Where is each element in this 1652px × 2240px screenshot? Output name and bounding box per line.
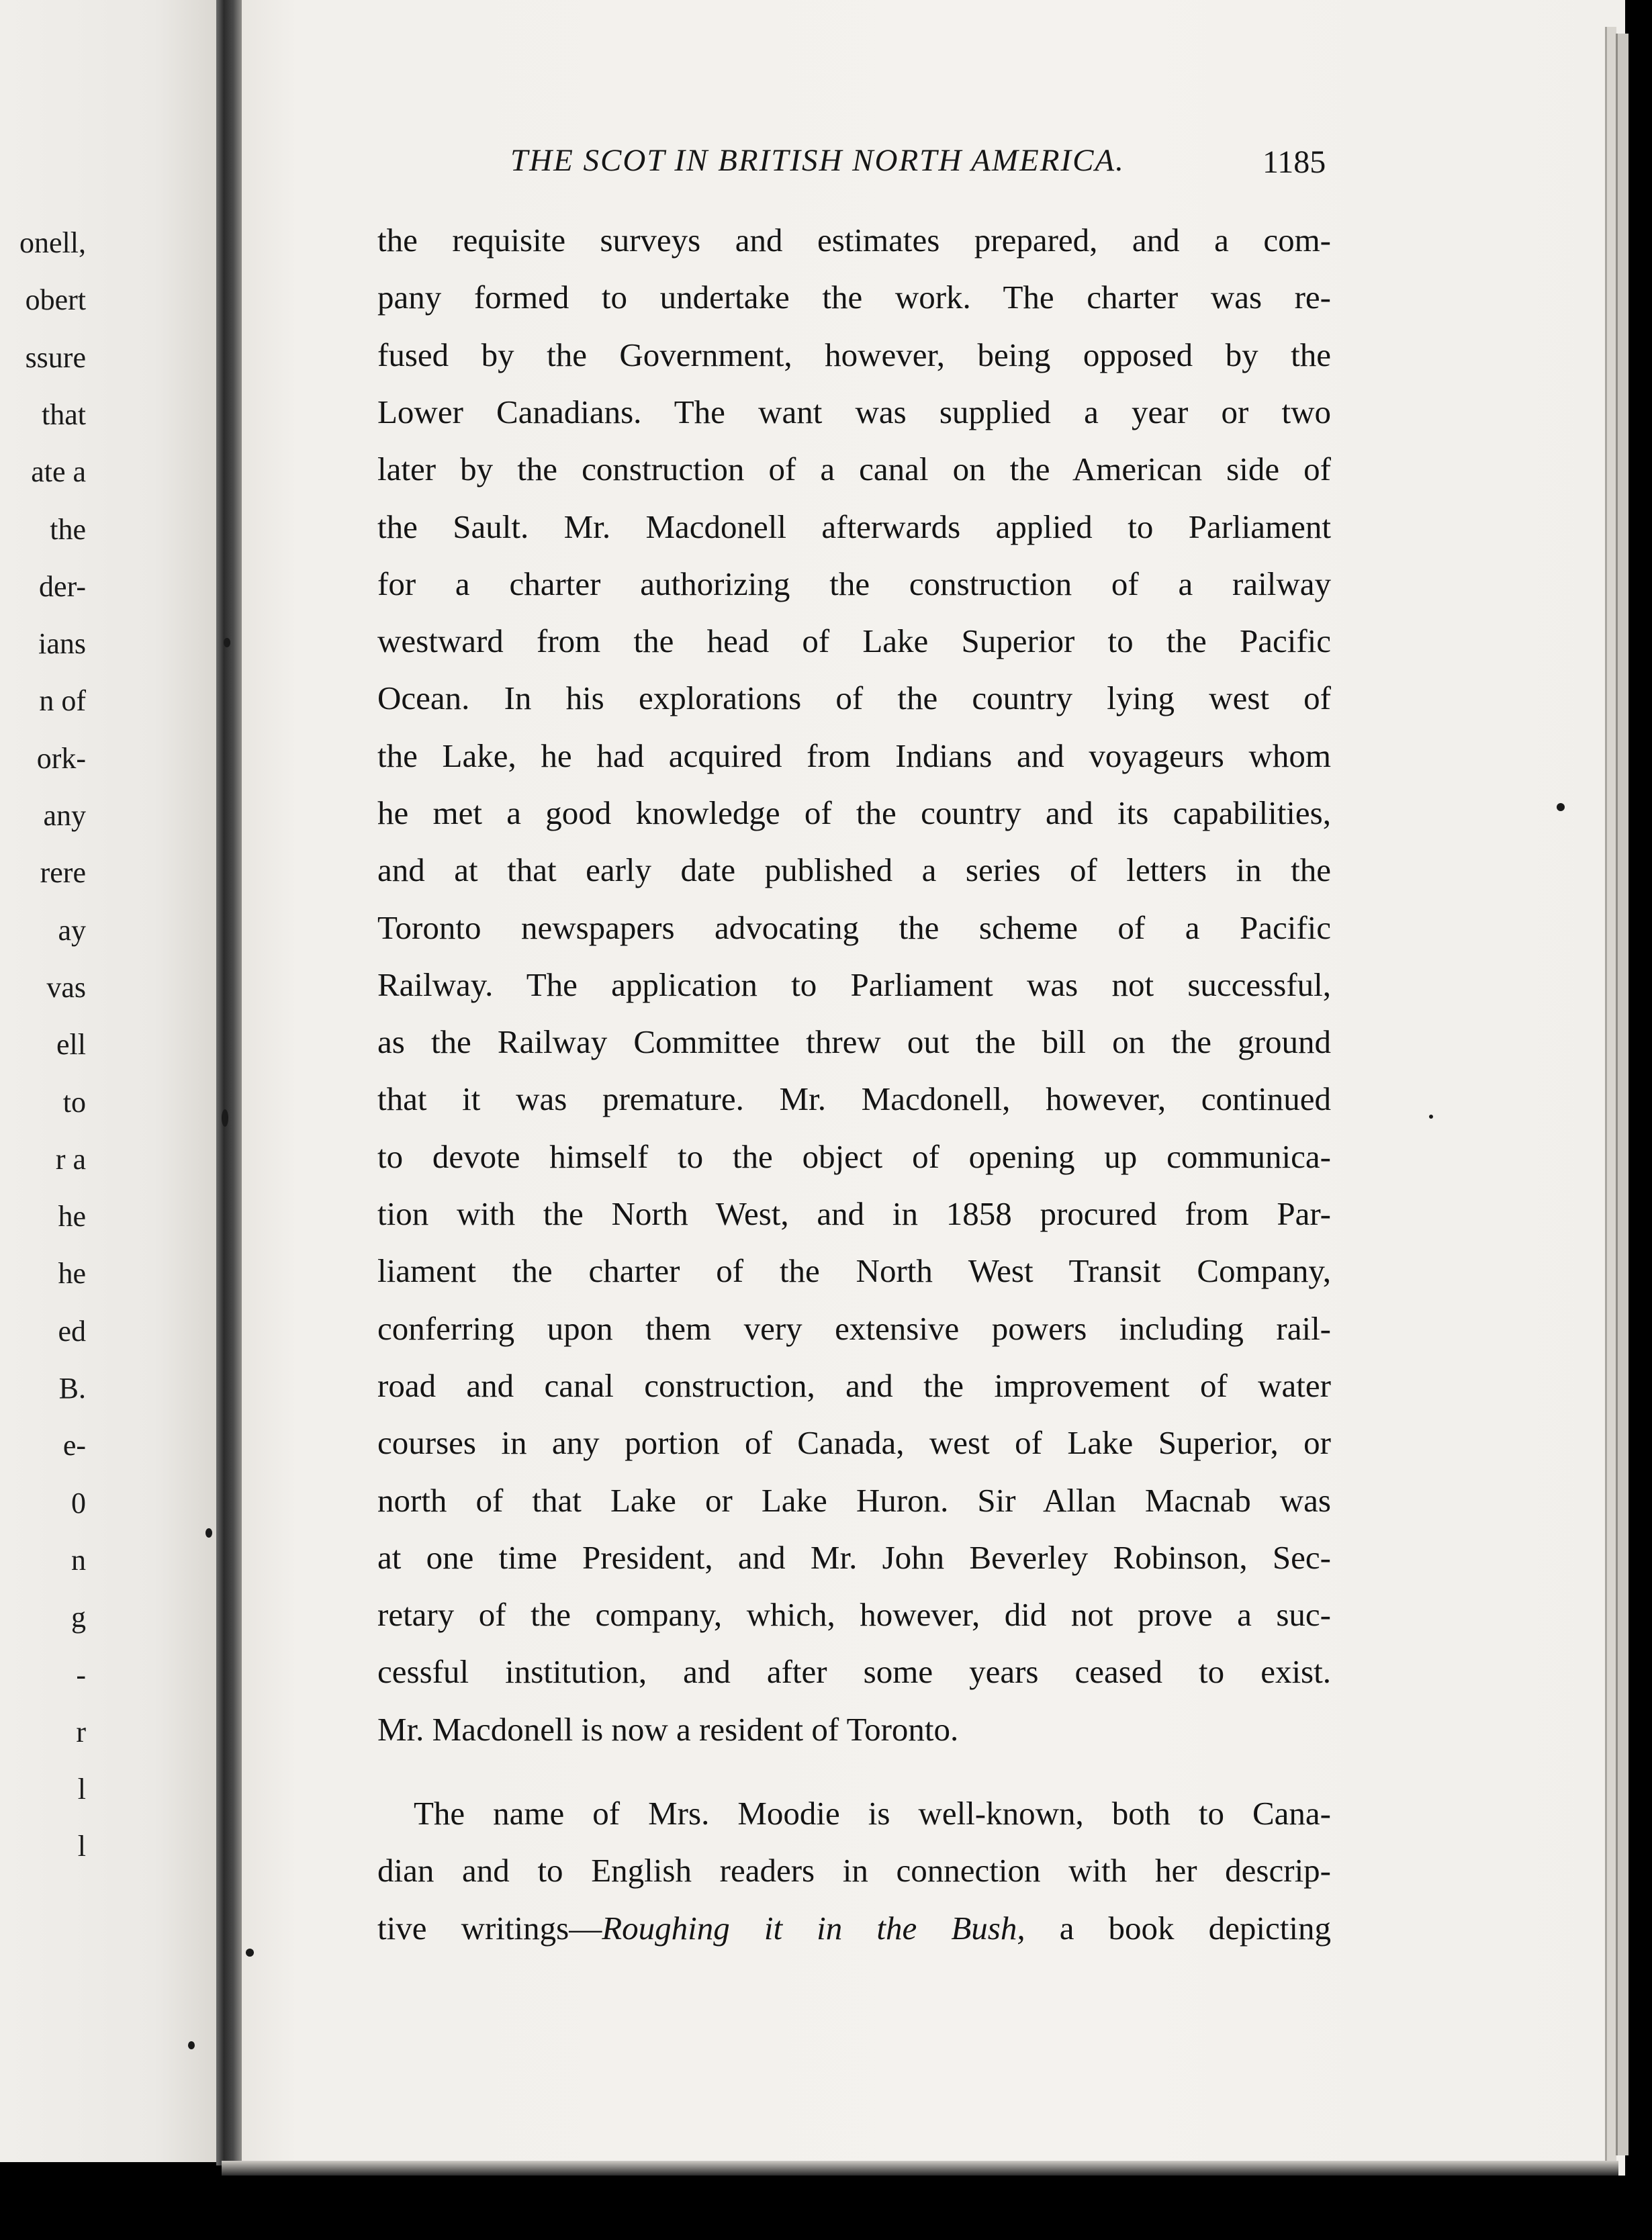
text-line: that it was premature. Mr. Macdonell, however, continued — [377, 1080, 1331, 1117]
text-line: Lower Canadians. The want was supplied a year or two — [377, 393, 1331, 430]
left-page-fragment: he — [58, 1257, 86, 1290]
scan-speck — [1429, 1115, 1433, 1119]
left-page-fragment: obert — [25, 283, 86, 316]
text-line: Railway. The application to Parliament was not successful, — [377, 966, 1331, 1003]
text-line: as the Railway Committee threw out the bill on the ground — [377, 1023, 1331, 1060]
scan-speck — [246, 1949, 254, 1957]
text-line: conferring upon them very extensive powers including rail- — [377, 1310, 1331, 1347]
left-page-fragment: that — [42, 398, 86, 431]
scan-speck — [1557, 803, 1565, 811]
running-head-title: THE SCOT IN BRITISH NORTH AMERICA. — [510, 143, 1125, 178]
text-span: a book depicting — [1025, 1910, 1332, 1947]
text-line: retary of the company, which, however, did not prove a suc- — [377, 1596, 1331, 1633]
body-text — [377, 214, 1331, 1959]
left-page-fragment: ay — [58, 914, 86, 947]
left-page-fragment: the — [50, 513, 86, 546]
text-line: he met a good knowledge of the country and its capabilities, — [377, 794, 1331, 831]
left-page-fragment: der- — [39, 570, 86, 603]
left-page-fragment: e- — [62, 1429, 86, 1462]
text-span: tive writings— — [377, 1910, 602, 1947]
left-page-fragment: B. — [58, 1372, 86, 1405]
text-line: the Sault. Mr. Macdonell afterwards applied to Parliament — [377, 508, 1331, 545]
left-page-fragment: n — [71, 1544, 86, 1577]
left-page-fragment: r — [76, 1716, 86, 1748]
left-page-fragment: ell — [56, 1028, 86, 1061]
left-page-fragment: g — [71, 1601, 86, 1634]
left-page-fragment: ed — [58, 1315, 86, 1348]
text-line: later by the construction of a canal on the American side of — [377, 451, 1331, 487]
left-page-fragment: rere — [40, 856, 86, 889]
text-line: the Lake, he had acquired from Indians and voyageurs whom — [377, 737, 1331, 774]
left-page-fragment: vas — [46, 971, 86, 1004]
text-line: north of that Lake or Lake Huron. Sir Allan Macnab was — [377, 1482, 1331, 1519]
left-page-fragment: r a — [55, 1143, 86, 1176]
text-line: westward from the head of Lake Superior to the Pacific — [377, 622, 1331, 659]
page-number: 1185 — [1263, 144, 1326, 180]
left-page-fragment: ssure — [25, 341, 86, 374]
left-page-fragment: l — [77, 1830, 86, 1863]
text-line: courses in any portion of Canada, west of Lake Superior, or — [377, 1424, 1331, 1461]
left-page-fragment: ate a — [31, 455, 86, 488]
text-line: fused by the Government, however, being opposed by the — [377, 336, 1331, 373]
text-line: Mr. Macdonell is now a resident of Toronto. — [377, 1711, 959, 1748]
left-page-text-fragments — [0, 0, 222, 2162]
scan-speck — [224, 638, 230, 647]
text-line: and at that early date published a series of letters in the — [377, 851, 1331, 888]
left-page-fragment: 0 — [71, 1487, 86, 1520]
left-page-fragment: he — [58, 1200, 86, 1233]
left-page-fragment: l — [77, 1773, 86, 1806]
text-line: for a charter authorizing the construction of a railway — [377, 565, 1331, 602]
text-line: road and canal construction, and the improvement of water — [377, 1367, 1331, 1404]
left-page-fragment: to — [62, 1086, 86, 1119]
text-line: The name of Mrs. Moodie is well-known, both to Cana- — [414, 1795, 1331, 1832]
text-line: the requisite surveys and estimates prepared, and a com- — [377, 222, 1331, 259]
left-page-fragment: onell, — [19, 226, 86, 259]
left-page-fragment: - — [76, 1659, 86, 1691]
page-edge — [1616, 34, 1628, 2155]
text-line: liament the charter of the North West Transit Company, — [377, 1252, 1331, 1289]
scan-speck — [188, 2041, 195, 2049]
text-line: Ocean. In his explorations of the country lying west of — [377, 680, 1331, 716]
text-line: to devote himself to the object of opening up communica- — [377, 1138, 1331, 1175]
left-page-fragment: n of — [39, 684, 86, 717]
left-page — [0, 0, 222, 2162]
left-page-fragment: ork- — [36, 742, 86, 775]
book-title-italic: Roughing it in the Bush, — [602, 1910, 1025, 1947]
text-line: dian and to English readers in connection with her descrip- — [377, 1852, 1331, 1889]
text-line: cessful institution, and after some years ceased to exist. — [377, 1653, 1331, 1690]
page-edge — [1605, 27, 1616, 2162]
left-page-fragment: ians — [38, 627, 86, 660]
page-bottom-shadow — [222, 2161, 1618, 2176]
left-page-fragment: any — [43, 799, 86, 832]
text-line: pany formed to undertake the work. The charter was re- — [377, 279, 1331, 316]
text-line: tion with the North West, and in 1858 procured from Par- — [377, 1195, 1331, 1232]
text-line — [377, 1902, 1331, 1955]
scan-speck — [205, 1528, 212, 1538]
text-line: at one time President, and Mr. John Beverley Robinson, Sec- — [377, 1539, 1331, 1576]
text-line: Toronto newspapers advocating the scheme of a Pacific — [377, 909, 1331, 946]
scan-speck — [222, 1109, 228, 1127]
